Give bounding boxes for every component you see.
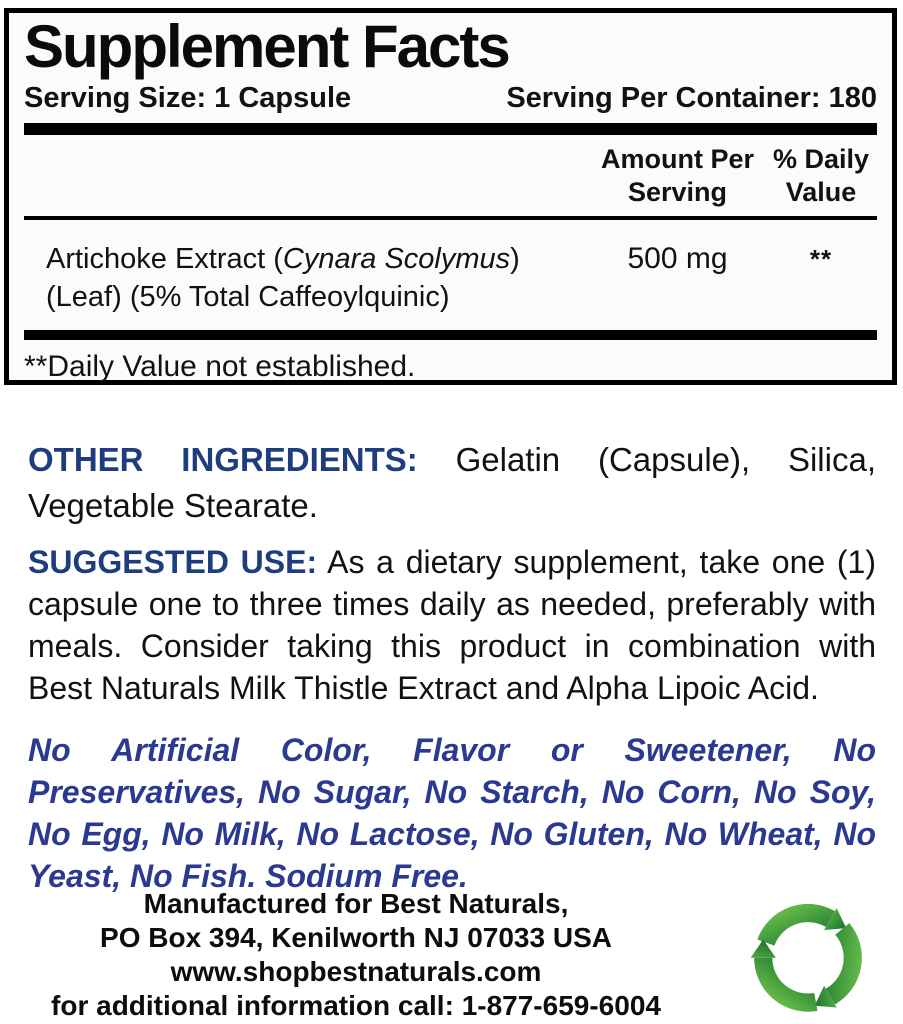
ingredient-name-suffix: ) (Leaf) (5% Total Caffeoylquinic) bbox=[46, 243, 520, 313]
footer bbox=[0, 885, 903, 1024]
divider-thick-bottom bbox=[24, 330, 877, 340]
amount-per-serving-header: Amount Per Serving bbox=[600, 144, 754, 207]
daily-value-footnote: **Daily Value not established. bbox=[24, 350, 416, 383]
daily-value-header: % Daily Value bbox=[772, 144, 870, 207]
serving-size: Serving Size: 1 Capsule bbox=[24, 82, 352, 114]
facts-title: Supplement Facts bbox=[24, 13, 509, 80]
suggested-use-label: SUGGESTED USE: bbox=[28, 544, 318, 580]
suggested-use-text: As a dietary supplement, take one (1) capsule one to three times daily as needed, preferably with meals. Consider taking this product in combination with Best Naturals Milk Thistle Extract and Alpha Lipoic Acid. bbox=[28, 544, 877, 706]
ingredient-name bbox=[24, 240, 590, 316]
other-ingredients-text: Gelatin (Capsule), Silica, Vegetable Stearate. bbox=[28, 441, 876, 524]
servings-per-container: Serving Per Container: 180 bbox=[506, 82, 877, 114]
ingredient-daily-value: ** bbox=[809, 244, 833, 274]
ingredient-row bbox=[24, 220, 877, 316]
address-line: PO Box 394, Kenilworth NJ 07033 USA bbox=[100, 922, 612, 953]
serving-row bbox=[24, 81, 877, 115]
divider-thick-top bbox=[24, 123, 877, 135]
claims-text: No Artificial Color, Flavor or Sweetener, No Preservatives, No Sugar, No Starch, No Corn, No Soy, No Egg, No Milk, No Lactose, No Gluten, No Wheat, No Yeast, No Fish. Sodium Free. bbox=[28, 732, 876, 894]
manufacturer-line: Manufactured for Best Naturals, bbox=[143, 888, 569, 919]
suggested-use-section bbox=[28, 541, 876, 709]
manufacturer-info bbox=[0, 887, 712, 1023]
other-ingredients-label: OTHER INGREDIENTS: bbox=[28, 441, 418, 478]
ingredient-name-prefix: Artichoke Extract ( bbox=[46, 243, 283, 275]
ingredient-amount: 500 mg bbox=[627, 242, 728, 275]
supplement-facts-panel bbox=[4, 8, 897, 385]
recycle-icon bbox=[712, 885, 903, 1024]
website-line: www.shopbestnaturals.com bbox=[170, 956, 542, 987]
phone-line: for additional information call: 1-877-659-6004 bbox=[51, 990, 661, 1021]
ingredient-name-latin: Cynara Scolymus bbox=[282, 243, 511, 275]
facts-header-row bbox=[24, 135, 877, 220]
other-ingredients-section bbox=[28, 437, 876, 529]
